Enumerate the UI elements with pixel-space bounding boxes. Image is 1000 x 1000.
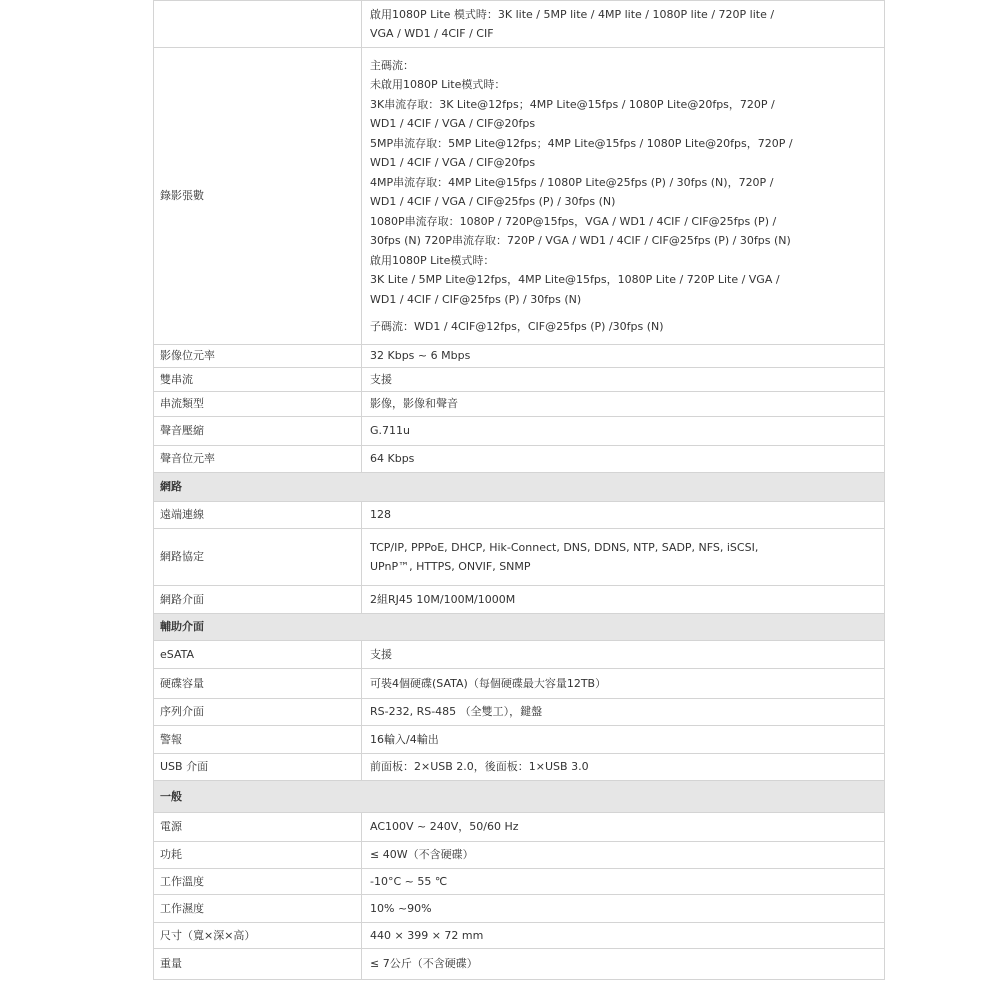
spec-value bbox=[362, 586, 885, 614]
spec-value-line: 主碼流： bbox=[370, 58, 414, 72]
spec-label: 功耗 bbox=[154, 842, 362, 869]
spec-value-line: 2組RJ45 10M/100M/1000M bbox=[370, 592, 516, 606]
spec-value bbox=[362, 726, 885, 754]
spec-value bbox=[362, 869, 885, 895]
spec-value-line: RS-232, RS-485 （全雙工），鍵盤 bbox=[370, 705, 543, 719]
spec-label: 影像位元率 bbox=[154, 345, 362, 368]
spec-label: 錄影張數 bbox=[154, 48, 362, 345]
spec-value-line: 16輸入/4輸出 bbox=[370, 732, 439, 746]
spec-value-line: 啟用1080P Lite 模式時：3K lite / 5MP lite / 4MP lite / 1080P lite / 720P lite / bbox=[370, 7, 775, 21]
spec-value-line: VGA / WD1 / 4CIF / CIF bbox=[370, 27, 494, 40]
spec-value bbox=[362, 446, 885, 473]
spec-table bbox=[153, 0, 885, 980]
spec-value-line: 64 Kbps bbox=[370, 452, 415, 466]
section-title: 一般 bbox=[154, 781, 885, 813]
spec-value-line: TCP/IP, PPPoE, DHCP, Hik-Connect, DNS, DDNS, NTP, SADP, NFS, iSCSI, bbox=[370, 540, 759, 554]
spec-value bbox=[362, 1, 885, 48]
spec-label: 雙串流 bbox=[154, 368, 362, 392]
spec-value-line: 影像，影像和聲音 bbox=[370, 397, 458, 411]
spec-table-body bbox=[154, 1, 885, 980]
spec-row bbox=[154, 699, 885, 726]
spec-value bbox=[362, 529, 885, 586]
spec-value-line: 未啟用1080P Lite模式時： bbox=[370, 78, 506, 91]
spec-row bbox=[154, 895, 885, 923]
spec-value-line: 1080P串流存取：1080P / 720P@15fps，VGA / WD1 / 4CIF / CIF@25fps (P) / bbox=[370, 214, 777, 228]
spec-row bbox=[154, 842, 885, 869]
spec-label: 網路介面 bbox=[154, 586, 362, 614]
section-header bbox=[154, 473, 885, 502]
spec-value bbox=[362, 842, 885, 869]
spec-value-line: 前面板：2×USB 2.0，後面板：1×USB 3.0 bbox=[370, 760, 589, 774]
spec-row bbox=[154, 446, 885, 473]
spec-value bbox=[362, 813, 885, 842]
spec-row bbox=[154, 813, 885, 842]
spec-value bbox=[362, 669, 885, 699]
spec-label: 聲音壓縮 bbox=[154, 417, 362, 446]
spec-label: 遠端連線 bbox=[154, 502, 362, 529]
spec-row bbox=[154, 502, 885, 529]
spec-value-line: 3K Lite / 5MP Lite@12fps，4MP Lite@15fps，1080P Lite / 720P Lite / VGA / bbox=[370, 273, 780, 286]
spec-label: 硬碟容量 bbox=[154, 669, 362, 699]
spec-value-line: WD1 / 4CIF / CIF@25fps (P) / 30fps (N) bbox=[370, 292, 582, 306]
spec-value-line: -10°C ~ 55 ℃ bbox=[370, 874, 448, 888]
spec-value-line: AC100V ~ 240V，50/60 Hz bbox=[370, 820, 519, 834]
spec-value bbox=[362, 368, 885, 392]
spec-value bbox=[362, 699, 885, 726]
section-title: 網路 bbox=[154, 473, 885, 502]
spec-label: 重量 bbox=[154, 949, 362, 980]
spec-row bbox=[154, 1, 885, 48]
spec-row bbox=[154, 641, 885, 669]
spec-value-line: 440 × 399 × 72 mm bbox=[370, 928, 484, 942]
spec-row bbox=[154, 345, 885, 368]
spec-value bbox=[362, 754, 885, 781]
spec-value bbox=[362, 641, 885, 669]
spec-label: 電源 bbox=[154, 813, 362, 842]
spec-row bbox=[154, 923, 885, 949]
section-title: 輔助介面 bbox=[154, 614, 885, 641]
spec-label: 串流類型 bbox=[154, 392, 362, 417]
spec-row bbox=[154, 48, 885, 345]
spec-label: 聲音位元率 bbox=[154, 446, 362, 473]
spec-value bbox=[362, 895, 885, 923]
spec-value-line: ≤ 40W（不含硬碟） bbox=[370, 848, 474, 862]
spec-row bbox=[154, 529, 885, 586]
spec-value-line: 30fps (N) 720P串流存取：720P / VGA / WD1 / 4CIF / CIF@25fps (P) / 30fps (N) bbox=[370, 234, 791, 247]
spec-value-line: 啟用1080P Lite模式時： bbox=[370, 253, 495, 267]
spec-value-line: WD1 / 4CIF / VGA / CIF@20fps bbox=[370, 156, 536, 169]
spec-value bbox=[362, 392, 885, 417]
spec-value-line: 支援 bbox=[370, 647, 392, 661]
spec-value bbox=[362, 502, 885, 529]
spec-value-line: 128 bbox=[370, 508, 391, 522]
spec-row bbox=[154, 392, 885, 417]
spec-label: 警報 bbox=[154, 726, 362, 754]
spec-label: 網路協定 bbox=[154, 529, 362, 586]
spec-label: 序列介面 bbox=[154, 699, 362, 726]
spec-label bbox=[154, 1, 362, 48]
spec-value bbox=[362, 417, 885, 446]
section-header bbox=[154, 781, 885, 813]
spec-row bbox=[154, 726, 885, 754]
spec-value bbox=[362, 48, 885, 345]
spec-label: eSATA bbox=[154, 641, 362, 669]
section-header bbox=[154, 614, 885, 641]
spec-value-line: 4MP串流存取：4MP Lite@15fps / 1080P Lite@25fps (P) / 30fps (N)，720P / bbox=[370, 175, 774, 189]
spec-row bbox=[154, 417, 885, 446]
spec-value-line: 可裝4個硬碟(SATA)（每個硬碟最大容量12TB） bbox=[370, 676, 607, 690]
spec-value-line: UPnP™, HTTPS, ONVIF, SNMP bbox=[370, 560, 531, 573]
spec-value-line: G.711u bbox=[370, 424, 410, 438]
spec-label: USB 介面 bbox=[154, 754, 362, 781]
spec-value-line: 5MP串流存取：5MP Lite@12fps；4MP Lite@15fps / 1080P Lite@20fps，720P / bbox=[370, 136, 793, 150]
spec-row bbox=[154, 869, 885, 895]
spec-row bbox=[154, 368, 885, 392]
spec-row bbox=[154, 949, 885, 980]
spec-value-line: WD1 / 4CIF / VGA / CIF@25fps (P) / 30fps (N) bbox=[370, 195, 616, 208]
spec-value bbox=[362, 949, 885, 980]
spec-value-line: 3K串流存取：3K Lite@12fps；4MP Lite@15fps / 1080P Lite@20fps，720P / bbox=[370, 97, 775, 111]
spec-value-line: 10% ~90% bbox=[370, 901, 432, 915]
spec-value-line: WD1 / 4CIF / VGA / CIF@20fps bbox=[370, 117, 536, 130]
spec-label: 工作溫度 bbox=[154, 869, 362, 895]
spec-label: 工作濕度 bbox=[154, 895, 362, 923]
spec-value-line: ≤ 7公斤（不含硬碟） bbox=[370, 957, 478, 971]
spec-row bbox=[154, 754, 885, 781]
spec-label: 尺寸（寬×深×高） bbox=[154, 923, 362, 949]
spec-value-line: 子碼流：WD1 / 4CIF@12fps，CIF@25fps (P) /30fps (N) bbox=[370, 320, 664, 333]
spec-row bbox=[154, 586, 885, 614]
spec-row bbox=[154, 669, 885, 699]
spec-value bbox=[362, 923, 885, 949]
spec-value-line: 支援 bbox=[370, 372, 392, 386]
spec-value bbox=[362, 345, 885, 368]
spec-value-line: 32 Kbps ~ 6 Mbps bbox=[370, 349, 471, 363]
